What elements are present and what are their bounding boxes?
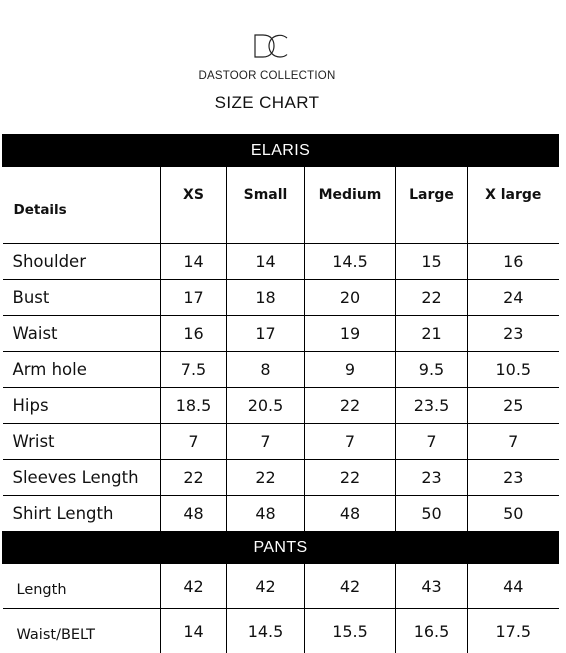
table-row: [3, 460, 559, 496]
header-size-small: Small: [227, 167, 305, 244]
brand-name: DASTOOR COLLECTION: [0, 70, 534, 82]
table-row: [3, 496, 559, 532]
table-cell: 18.5: [161, 388, 227, 424]
table-row: [3, 244, 559, 280]
table-cell: 23: [396, 460, 468, 496]
table-cell: 24: [468, 280, 559, 316]
table-cell: 22: [227, 460, 305, 496]
table-cell: 15: [396, 244, 468, 280]
section-header-pants: [3, 532, 559, 564]
table-cell: 48: [305, 496, 396, 532]
table-cell: 22: [305, 460, 396, 496]
section-label: ELARIS: [3, 135, 559, 167]
table-cell: 14.5: [227, 609, 305, 653]
table-row: [3, 280, 559, 316]
table-cell: 9.5: [396, 352, 468, 388]
table-cell: 42: [227, 564, 305, 609]
table-cell: 48: [161, 496, 227, 532]
section-label: PANTS: [3, 532, 559, 564]
table-cell: 50: [468, 496, 559, 532]
table-cell: 7: [305, 424, 396, 460]
table-cell: 23.5: [396, 388, 468, 424]
table-cell: 19: [305, 316, 396, 352]
table-cell: 14: [227, 244, 305, 280]
row-label: Arm hole: [3, 352, 161, 388]
table-row: [3, 424, 559, 460]
table-row: [3, 316, 559, 352]
table-cell: 8: [227, 352, 305, 388]
table-row: [3, 564, 559, 609]
page-title: SIZE CHART: [0, 93, 534, 113]
table-cell: 42: [305, 564, 396, 609]
table-cell: 25: [468, 388, 559, 424]
table-cell: 15.5: [305, 609, 396, 653]
table-cell: 14.5: [305, 244, 396, 280]
row-label: Waist: [3, 316, 161, 352]
table-row: [3, 352, 559, 388]
header-size-xs: XS: [161, 167, 227, 244]
size-chart-table: [2, 134, 559, 653]
table-cell: 20: [305, 280, 396, 316]
table-cell: 17: [227, 316, 305, 352]
table-cell: 20.5: [227, 388, 305, 424]
table-cell: 7: [468, 424, 559, 460]
table-cell: 14: [161, 244, 227, 280]
table-cell: 22: [305, 388, 396, 424]
table-cell: 7: [161, 424, 227, 460]
table-cell: 22: [396, 280, 468, 316]
table-cell: 10.5: [468, 352, 559, 388]
table-cell: 50: [396, 496, 468, 532]
table-header-row: [3, 167, 559, 244]
table-cell: 48: [227, 496, 305, 532]
table-cell: 7: [227, 424, 305, 460]
table-cell: 23: [468, 460, 559, 496]
table-cell: 22: [161, 460, 227, 496]
header-details: Details: [3, 167, 161, 244]
table-cell: 21: [396, 316, 468, 352]
table-cell: 7.5: [161, 352, 227, 388]
table-cell: 43: [396, 564, 468, 609]
table-cell: 17: [161, 280, 227, 316]
table-cell: 16: [161, 316, 227, 352]
table-cell: 16.5: [396, 609, 468, 653]
brand-logo-icon: [252, 32, 292, 60]
header-size-medium: Medium: [305, 167, 396, 244]
table-cell: 14: [161, 609, 227, 653]
table-cell: 18: [227, 280, 305, 316]
table-cell: 23: [468, 316, 559, 352]
row-label: Hips: [3, 388, 161, 424]
row-label: Bust: [3, 280, 161, 316]
section-header-elaris: [3, 135, 559, 167]
table-cell: 17.5: [468, 609, 559, 653]
table-cell: 44: [468, 564, 559, 609]
table-cell: 9: [305, 352, 396, 388]
row-label: Wrist: [3, 424, 161, 460]
row-label: Length: [3, 564, 161, 609]
table-cell: 16: [468, 244, 559, 280]
row-label: Waist/BELT: [3, 609, 161, 653]
header: [0, 0, 566, 130]
table-cell: 42: [161, 564, 227, 609]
header-size-large: Large: [396, 167, 468, 244]
table-row: [3, 388, 559, 424]
header-size-xlarge: X large: [468, 167, 559, 244]
table-row: [3, 609, 559, 653]
row-label: Sleeves Length: [3, 460, 161, 496]
table-cell: 7: [396, 424, 468, 460]
row-label: Shoulder: [3, 244, 161, 280]
row-label: Shirt Length: [3, 496, 161, 532]
